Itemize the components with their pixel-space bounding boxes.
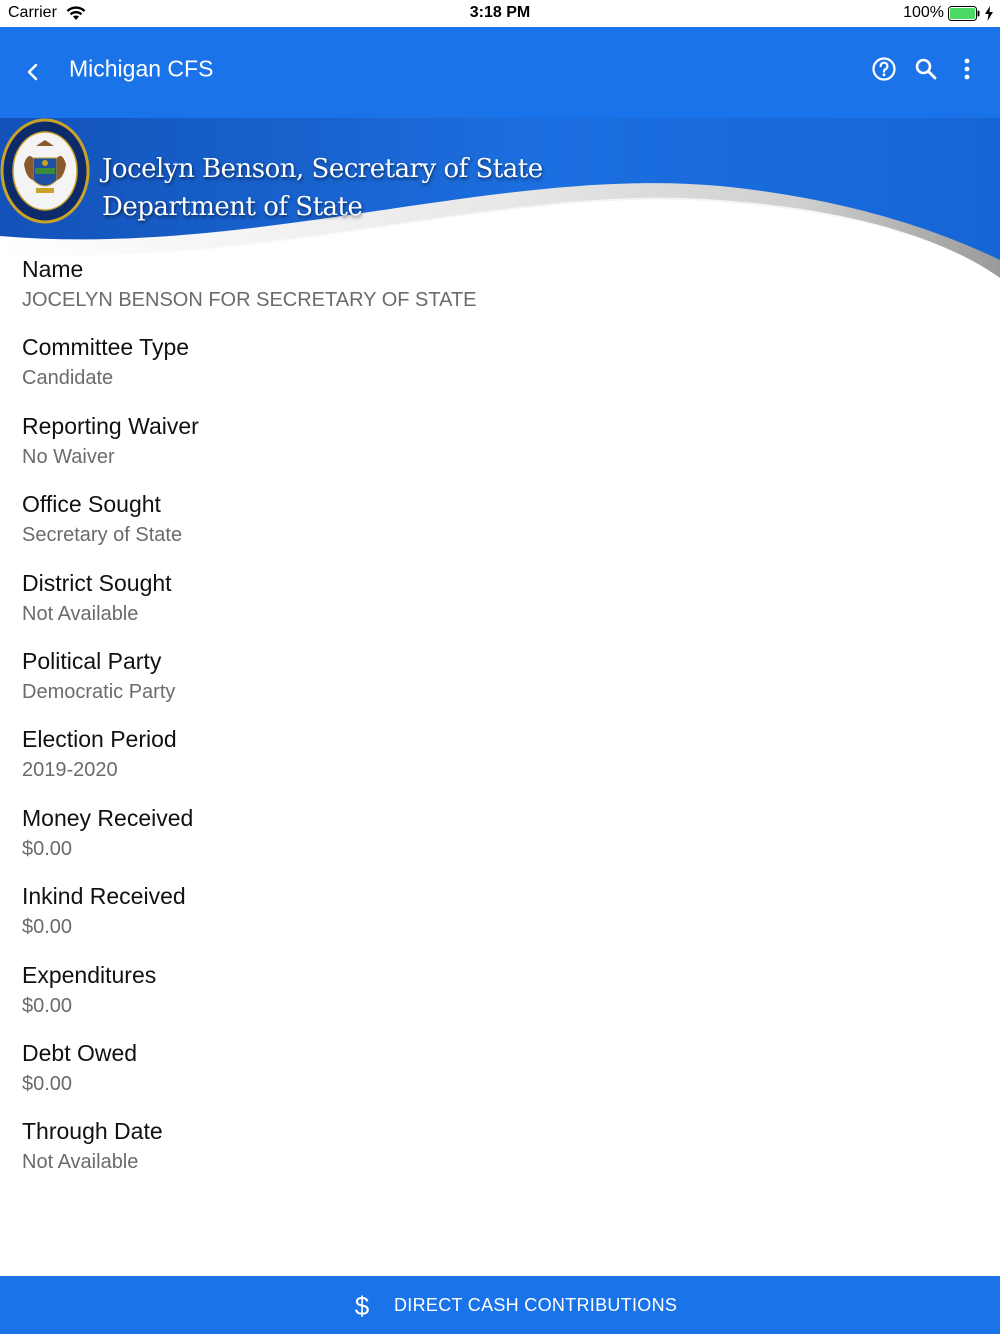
direct-cash-contributions-label: DIRECT CASH CONTRIBUTIONS [394, 1295, 678, 1315]
detail-label: Committee Type [22, 334, 190, 361]
detail-district-sought [22, 568, 972, 646]
detail-value: $0.00 [22, 1072, 73, 1095]
detail-value: $0.00 [22, 994, 73, 1017]
battery-percent: 100% [903, 4, 944, 21]
michigan-seal-logo [0, 118, 90, 224]
detail-label: Through Date [22, 1118, 163, 1145]
detail-label: Expenditures [22, 961, 157, 988]
detail-political-party [22, 646, 972, 724]
detail-expenditures [22, 960, 972, 1038]
search-icon[interactable] [913, 56, 939, 82]
clock: 3:18 PM [469, 4, 531, 21]
detail-value: Secretary of State [22, 524, 183, 547]
app-bar [0, 27, 1000, 118]
detail-label: Election Period [22, 726, 177, 753]
detail-name [22, 254, 972, 332]
detail-label: Reporting Waiver [22, 412, 199, 439]
back-icon[interactable] [18, 57, 48, 87]
banner-title: Jocelyn Benson, Secretary of State [102, 154, 543, 184]
detail-inkind-received [22, 881, 972, 959]
help-icon[interactable] [871, 56, 897, 82]
detail-label: Inkind Received [22, 883, 186, 910]
dollar-icon: $ [354, 1291, 370, 1321]
detail-value: Candidate [22, 367, 114, 390]
detail-value: JOCELYN BENSON FOR SECRETARY OF STATE [22, 289, 477, 311]
direct-cash-contributions-button[interactable] [0, 1276, 1000, 1334]
banner-subtitle: Department of State [102, 192, 363, 222]
detail-label: Money Received [22, 804, 194, 831]
detail-label: Debt Owed [22, 1039, 138, 1066]
detail-money-received [22, 803, 972, 881]
carrier-label: Carrier [8, 4, 57, 21]
detail-election-period [22, 724, 972, 802]
status-bar [0, 0, 1000, 27]
detail-label: Name [22, 256, 84, 282]
app-title: Michigan CFS [69, 55, 214, 82]
detail-debt-owed [22, 1038, 972, 1116]
detail-label: District Sought [22, 569, 172, 596]
detail-office-sought [22, 489, 972, 567]
charging-bolt-icon [984, 6, 994, 21]
battery-icon [948, 6, 980, 21]
detail-value: 2019-2020 [22, 759, 118, 782]
detail-label: Political Party [22, 647, 162, 674]
detail-through-date [22, 1116, 972, 1194]
detail-value: Democratic Party [22, 680, 176, 703]
detail-committee-type [22, 332, 972, 410]
detail-value: $0.00 [22, 916, 73, 939]
detail-value: Not Available [22, 1151, 139, 1174]
detail-value: No Waiver [22, 445, 115, 468]
committee-details-list [22, 254, 972, 1195]
detail-reporting-waiver [22, 411, 972, 489]
detail-label: Office Sought [22, 491, 161, 518]
more-vert-icon[interactable] [956, 56, 978, 82]
detail-value: Not Available [22, 602, 139, 625]
detail-value: $0.00 [22, 837, 73, 860]
